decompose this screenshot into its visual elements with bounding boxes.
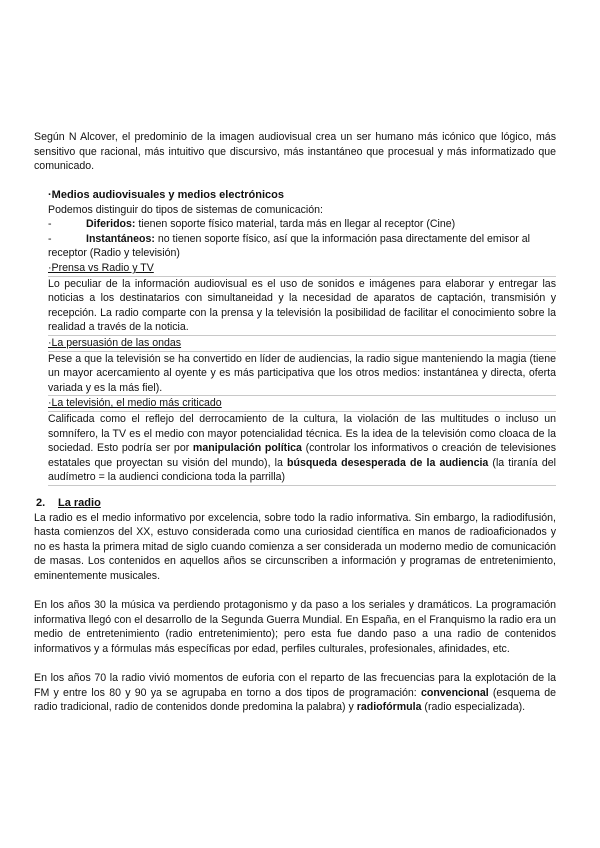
list-item-instantaneos: [34, 232, 556, 247]
list-item-diferidos: [34, 217, 556, 232]
subsection-text: [48, 411, 556, 486]
intro-paragraph: Según N Alcover, el predominio de la imagen audiovisual crea un ser humano más icónico que lógico, más sensitivo que racional, más intuitivo que discursivo, más instantáneo que procesual y más informatizado que comunicado.: [34, 131, 556, 173]
paragraph: En los años 30 la música va perdiendo protagonismo y da paso a los seriales y dramáticos. La programación informativa llegó con el desarrollo de la Segunda Guerra Mundial. En España, en el Franquismo la radio era un medio de entretenimiento (radio entretenimiento); pero esta fue dando paso a una radio de contenidos informativos y a fórmulas más específicas por edad, perfiles culturales, profesionales, afinidades, etc.: [34, 599, 556, 655]
section-lead: Podemos distinguir do tipos de sistemas de comunicación:: [48, 203, 323, 216]
subsection-prensa: [34, 261, 556, 336]
term-instantaneos: Instantáneos:: [86, 232, 155, 245]
text-run: (esquema de radio tradicional, radio de contenidos donde predomina la palabra) y: [34, 686, 557, 714]
subsection-heading: ·La televisión, el medio más criticado: [48, 397, 222, 410]
dash-marker: -: [48, 218, 52, 231]
definition-diferidos: tienen soporte físico material, tarda más en llegar al receptor (Cine): [135, 218, 456, 231]
subsection-heading: ·La persuasión de las ondas: [48, 336, 182, 349]
radio-section: [34, 496, 556, 715]
bold-run: radiofórmula: [356, 701, 422, 714]
media-section: [34, 188, 556, 486]
text-run: (radio especializada).: [421, 701, 526, 714]
section-heading: [36, 496, 556, 511]
text-run: En los años 70 la radio vivió momentos de euforia con el reparto de las frecuencias para la explotación de la FM y entre los 80 y 90 ya se agrupaba en torno a dos tipos de programación:: [34, 672, 556, 699]
text-run: (la tiranía del audímetro = la audienci condiciona toda la parrilla): [48, 456, 556, 484]
text-run: Calificada como el reflejo del derrocamiento de la cultura, la violación de las multitudes o incluso un somnífero, la TV es el medio con mayor potencialidad técnica. Es la idea de la televisión como cloaca de la sociedad. Esto podría ser por: [48, 412, 556, 455]
text-run: (controlar los informativos o creación de televisiones estatales que proyectan su visión del mundo), la: [48, 442, 556, 469]
subsection-heading: ·Prensa vs Radio y TV: [48, 261, 154, 274]
subsection-persuasion: [34, 336, 556, 396]
paragraph: [34, 671, 556, 715]
bold-run: manipulación política: [192, 442, 302, 455]
bold-run: búsqueda desesperada de la audiencia: [287, 456, 489, 469]
section-title: ·Medios audiovisuales y medios electrónicos: [48, 189, 284, 201]
subsection-television: [34, 396, 556, 486]
paragraph: La radio es el medio informativo por excelencia, sobre todo la radio informativa. Sin embargo, la radiodifusión, hasta comienzos del XX, estuvo considerada como una curiosidad científica en manos de radioaficionados y no es hasta la primera mitad de siglo cuando comienza a ser considerada un moderno medio de comunicación de masas. Los contenidos en aquellos años se circunscriben a información y programas de entretenimiento, eminentemente musicales.: [34, 511, 556, 582]
spacer: [34, 657, 556, 672]
section-heading-title: La radio: [58, 497, 101, 509]
subsection-text: Pese a que la televisión se ha convertido en líder de audiencias, la radio sigue manteniendo la magia (tiene un mayor acercamiento al oyente y es más participativa que los otros medios: instantánea y directa, oferta variada y es la más fiel).: [48, 351, 556, 397]
dash-marker: -: [48, 232, 52, 245]
section-number: 2.: [36, 497, 46, 509]
term-diferidos: Diferidos:: [86, 218, 136, 231]
list-item-continuation: receptor (Radio y televisión): [48, 247, 180, 260]
bold-run: convencional: [420, 686, 489, 699]
subsection-text: Lo peculiar de la información audiovisual es el uso de sonidos e imágenes para elaborar y entregar las noticias a los destinatarios con simultaneidad y la necesidad de aparatos de captación, transmisión y recepción. La radio comparte con la prensa y la televisión la posibilidad de facilitar el conocimiento sobre la realidad a través de la noticia.: [48, 276, 556, 336]
definition-instantaneos: no tienen soporte físico, así que la información pasa directamente del emisor al: [154, 232, 530, 245]
spacer: [34, 584, 556, 599]
